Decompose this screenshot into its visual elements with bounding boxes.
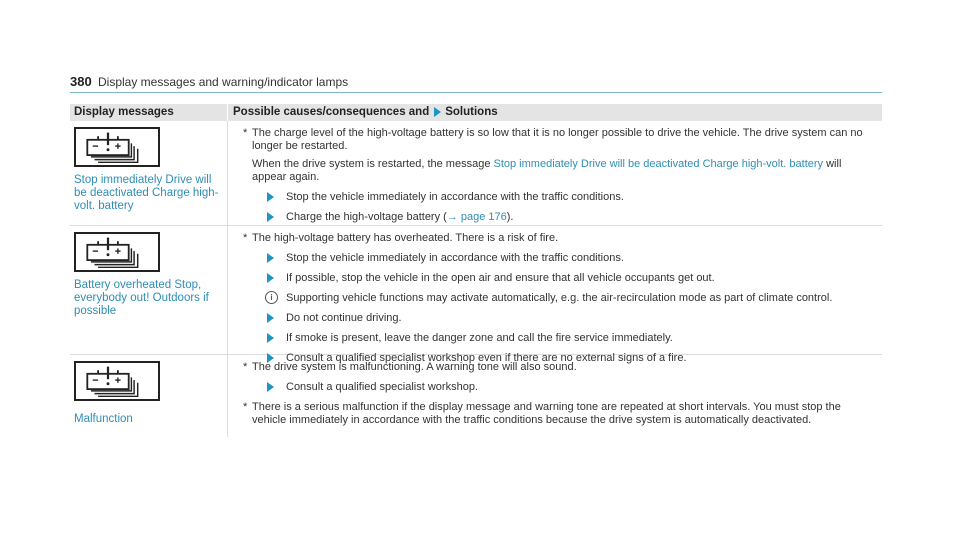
action-arrow-icon xyxy=(267,333,274,343)
action-arrow-icon xyxy=(267,313,274,323)
causes-cell xyxy=(228,121,882,225)
cause-paragraph: * The charge level of the high-voltage battery is so low that it is no longer possible to drive the vehicle. The drive system can no longer be restarted. xyxy=(243,127,863,152)
display-message: Malfunction xyxy=(74,413,133,425)
page-reference-link[interactable]: → page 176 xyxy=(446,211,507,223)
display-message: Battery overheated Stop, everybody out! Outdoors if possible xyxy=(74,279,209,317)
high-voltage-battery-icon xyxy=(74,361,160,401)
message-cell xyxy=(70,355,228,437)
causes-cell xyxy=(228,355,882,437)
table-row xyxy=(70,355,882,437)
cause-paragraph: * The high-voltage battery has overheated. There is a risk of fire. xyxy=(243,232,559,244)
action-arrow-icon xyxy=(267,192,274,202)
page-header xyxy=(70,72,882,93)
high-voltage-battery-icon xyxy=(74,127,160,167)
cause-paragraph: When the drive system is restarted, the message Stop immediately Drive will be deactivated Charge high-volt. battery will appear again. xyxy=(252,158,842,183)
solutions-arrow-icon xyxy=(434,107,441,117)
action-arrow-icon xyxy=(267,212,274,222)
display-message: Stop immediately Drive will be deactivated Charge high-volt. battery xyxy=(74,174,219,212)
solution-step: Consult a qualified specialist workshop even if there are no external signs of a fire. xyxy=(236,352,872,365)
column-header-causes: Possible causes/consequences and Solutions xyxy=(233,106,498,118)
display-messages-table xyxy=(70,104,882,437)
action-arrow-icon xyxy=(267,273,274,283)
solution-step: Charge the high-voltage battery (→ page 176). xyxy=(236,211,872,224)
cause-paragraph: * There is a serious malfunction if the display message and warning tone are repeated at short intervals. You must stop the vehicle immediately in accordance with the traffic conditions because the drive system is automatically deactivated. xyxy=(243,401,841,426)
cause-paragraph: * The drive system is malfunctioning. A warning tone will also sound. xyxy=(243,361,577,373)
message-cell xyxy=(70,121,228,225)
solution-step: If possible, stop the vehicle in the open air and ensure that all vehicle occupants get out. xyxy=(236,272,872,285)
message-cell xyxy=(70,226,228,354)
action-arrow-icon xyxy=(267,253,274,263)
table-header xyxy=(70,104,882,121)
action-arrow-icon xyxy=(267,382,274,392)
section-title: Display messages and warning/indicator lamps xyxy=(98,75,349,89)
solution-step: Stop the vehicle immediately in accordance with the traffic conditions. xyxy=(236,191,872,204)
solution-step: Consult a qualified specialist workshop. xyxy=(236,381,872,394)
column-header-messages: Display messages xyxy=(70,104,228,121)
solution-step: Stop the vehicle immediately in accordance with the traffic conditions. xyxy=(236,252,872,265)
message-reference: Stop immediately Drive will be deactivated Charge high-volt. battery xyxy=(493,158,824,170)
info-note: i Supporting vehicle functions may activate automatically, e.g. the air-recirculation mode as part of climate control. xyxy=(236,292,872,305)
solution-step: If smoke is present, leave the danger zone and call the fire service immediately. xyxy=(236,332,872,345)
table-row xyxy=(70,226,882,364)
high-voltage-battery-icon xyxy=(74,232,160,272)
causes-cell xyxy=(228,226,882,364)
info-icon: i xyxy=(265,291,278,304)
solution-step: Do not continue driving. xyxy=(236,312,872,325)
page-number: 380 xyxy=(70,74,92,89)
table-row xyxy=(70,121,882,226)
